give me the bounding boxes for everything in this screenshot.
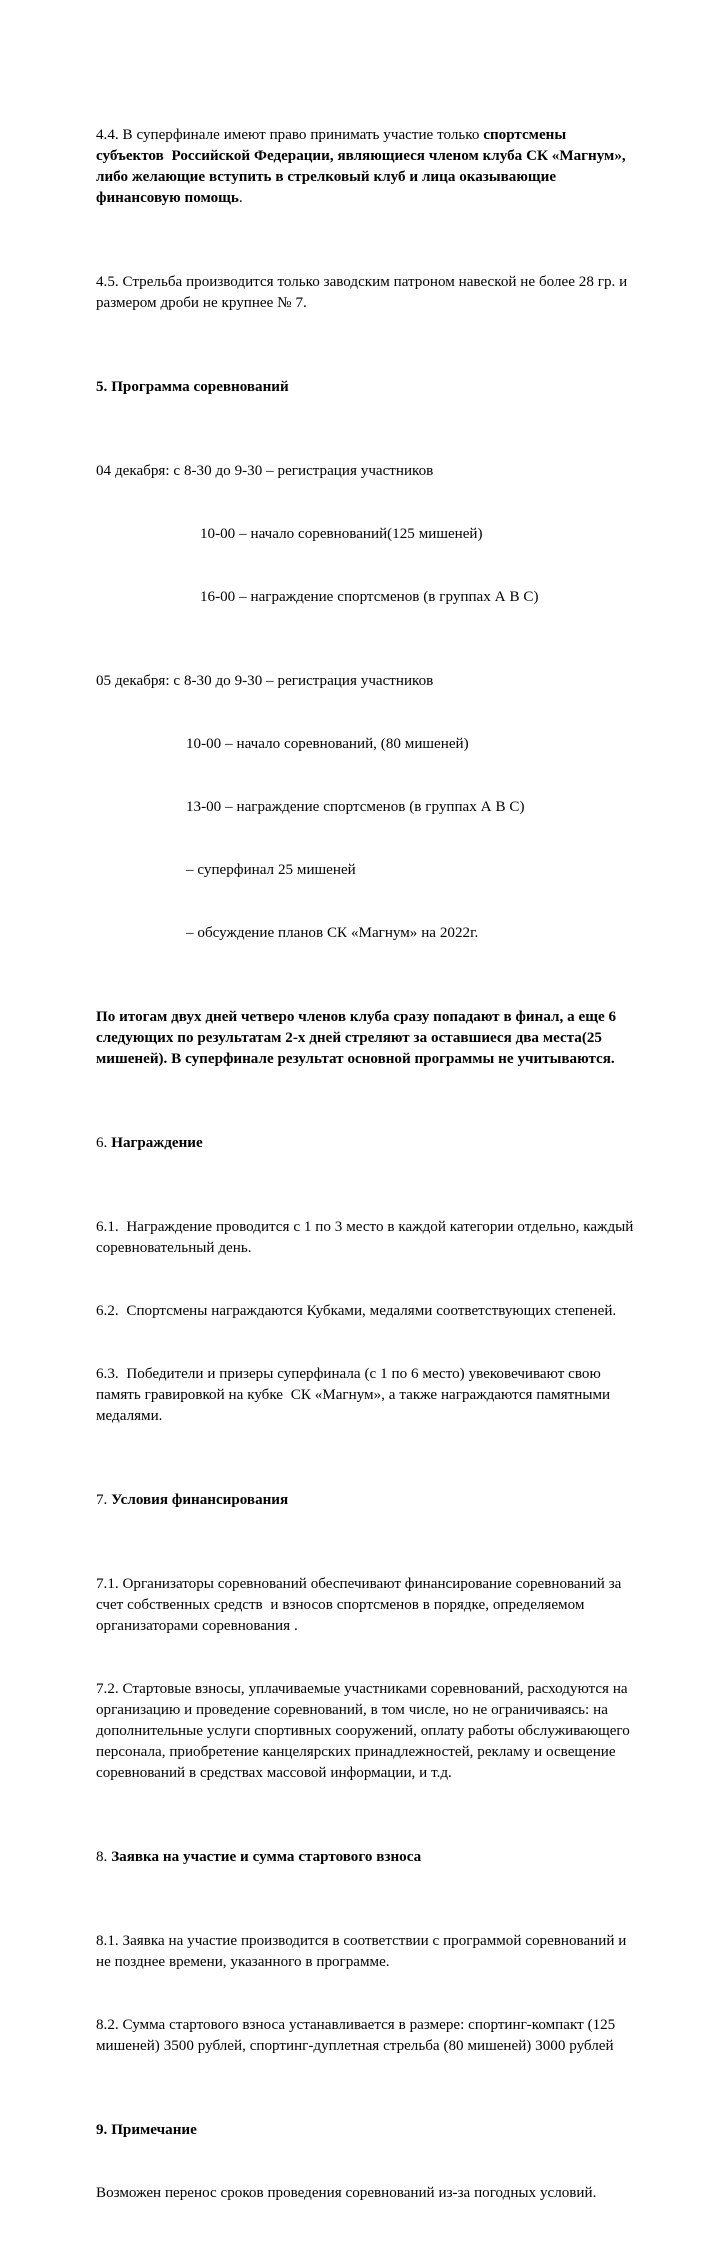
document-text-body: [96, 62, 638, 2267]
paragraph-4-5: 4.5. Стрельба производится только заводским патроном навеской не более 28 гр. и размером дроби не крупнее № 7.: [96, 274, 632, 311]
schedule-day1-line1: 04 декабря: с 8-30 до 9-30 – регистрация участников: [96, 463, 434, 479]
paragraph-7-2: 7.2. Стартовые взносы, уплачиваемые участниками соревнований, расходуются на организацию и проведение соревнований, в том числе, но не ограничиваясь: на дополнительные услуги спортивных сооружений, оплату работы обслуживающего персонала, приобретение канцелярских принадлежностей, рекламу и освещение соревнований в средствах массовой информации, и т.д.: [96, 1681, 634, 1781]
schedule-day2-line4: – суперфинал 25 мишеней: [186, 862, 356, 878]
schedule-day2-line1: 05 декабря: с 8-30 до 9-30 – регистрация участников: [96, 673, 434, 689]
schedule-day1-line2: 10-00 – начало соревнований(125 мишеней): [200, 526, 483, 542]
heading-7-number: 7.: [96, 1492, 112, 1508]
heading-8-number: 8.: [96, 1849, 112, 1865]
paragraph-8-1: 8.1. Заявка на участие производится в соответствии с программой соревнований и не позднее времени, указанного в программе.: [96, 1933, 631, 1970]
paragraph-6-3: 6.3. Победители и призеры суперфинала (с 1 по 6 место) увековечивают свою память гравировкой на кубке СК «Магнум», а также награждаются памятными медалями.: [96, 1366, 614, 1424]
heading-5-program: 5. Программа соревнований: [96, 379, 289, 395]
heading-6-number: 6.: [96, 1135, 112, 1151]
paragraph-summary-finals: По итогам двух дней четверо членов клуба сразу попадают в финал, а еще 6 следующих по результатам 2-х дней стреляют за оставшиеся два места(25 мишеней). В суперфинале результат основной программы не учитываются.: [96, 1009, 620, 1067]
heading-7-financing: [96, 1490, 616, 1511]
heading-7-title: Условия финансирования: [111, 1492, 289, 1508]
schedule-day2-line3: 13-00 – награждение спортсменов (в группах А В С): [186, 799, 525, 815]
paragraph-6-2: 6.2. Спортсмены награждаются Кубками, медалями соответствующих степеней.: [96, 1303, 617, 1319]
paragraph-7-1: 7.1. Организаторы соревнований обеспечивают финансирование соревнований за счет собственных средств и взносов спортсменов в порядке, определяемом организаторами соревнования .: [96, 1576, 626, 1634]
paragraph-4-4-tail: .: [238, 190, 243, 206]
paragraph-4-4-bold: спортсмены субъектов Российской Федерации, являющиеся членом клуба СК «Магнум», либо желающие вступить в стрелковый клуб и лица оказывающие финансовую помощь: [96, 127, 630, 206]
schedule-day2-line5: – обсуждение планов СК «Магнум» на 2022г.: [186, 925, 479, 941]
paragraph-4-4-lead: 4.4. В суперфинале имеют право принимать участие только: [96, 127, 484, 143]
paragraph-8-2: 8.2. Сумма стартового взноса устанавливается в размере: спортинг-компакт (125 мишеней) 3500 рублей, спортинг-дуплетная стрельба (80 мишеней) 3000 рублей: [96, 2017, 620, 2054]
paragraph-4-4: [96, 125, 636, 209]
heading-8-application: [96, 1847, 616, 1868]
paragraph-9-note-text: Возможен перенос сроков проведения соревнований из-за погодных условий.: [96, 2185, 597, 2201]
schedule-day2-line2: 10-00 – начало соревнований, (80 мишеней): [186, 736, 469, 752]
heading-6-title: Награждение: [111, 1135, 203, 1151]
heading-9-note: 9. Примечание: [96, 2122, 197, 2138]
heading-6-awards: [96, 1133, 616, 1154]
paragraph-6-1: 6.1. Награждение проводится с 1 по 3 место в каждой категории отдельно, каждый соревновательный день.: [96, 1219, 638, 1256]
schedule-day1-line3: 16-00 – награждение спортсменов (в группах А В С): [200, 589, 539, 605]
heading-8-title: Заявка на участие и сумма стартового взноса: [111, 1849, 422, 1865]
